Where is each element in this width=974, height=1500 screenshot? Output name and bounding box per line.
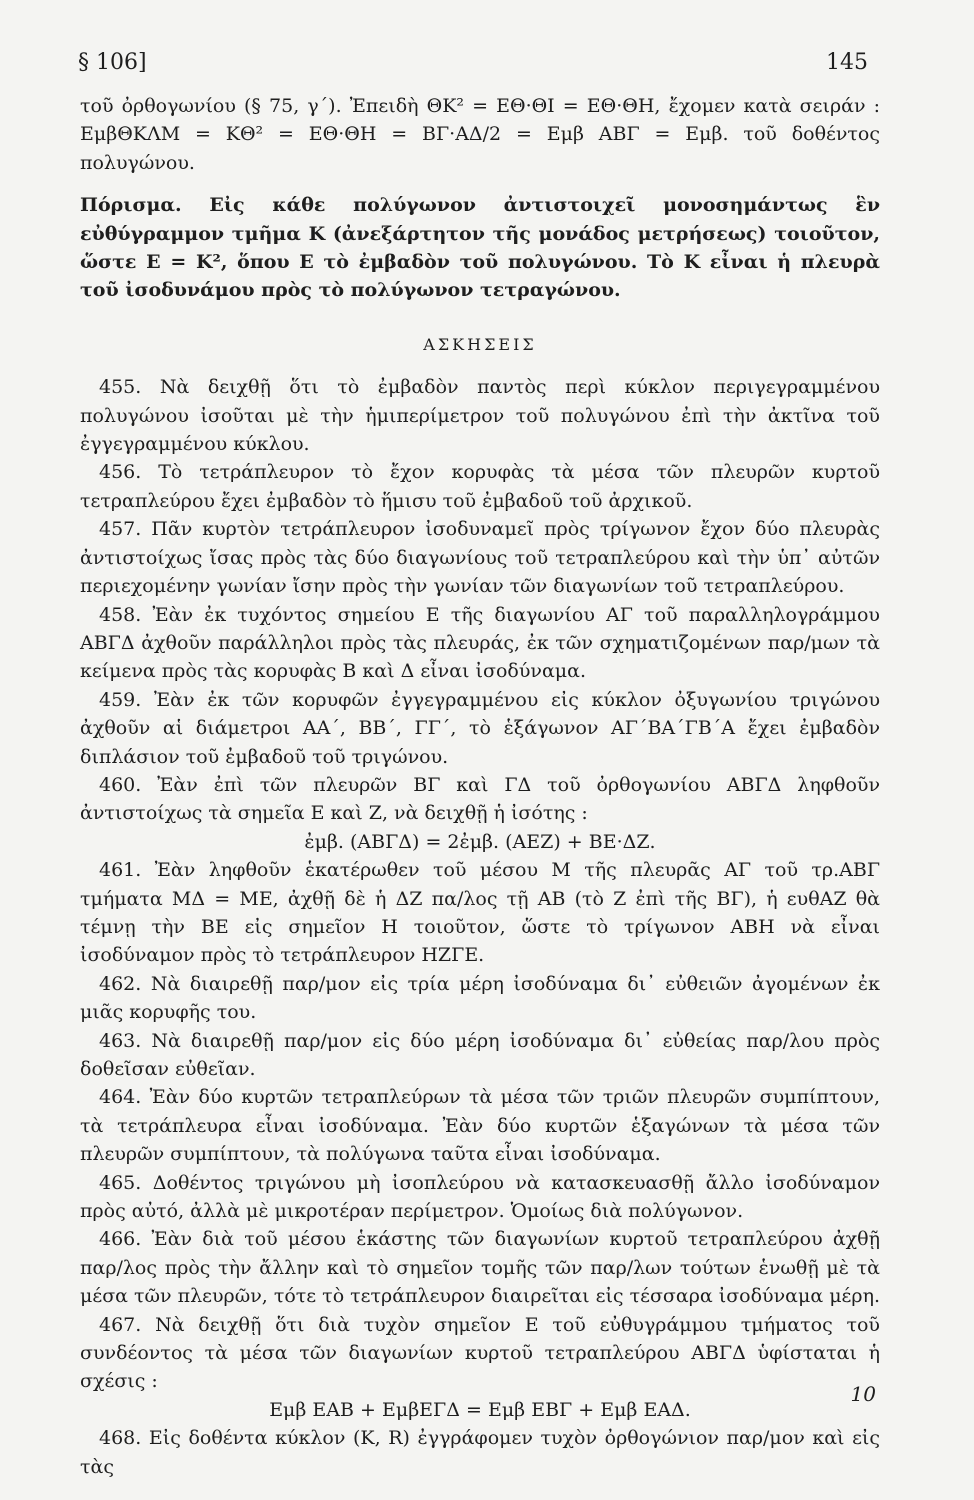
page-body bbox=[80, 92, 880, 1481]
exercise-text: Πᾶν κυρτὸν τετράπλευρον ἰσοδυναμεῖ πρὸς τρίγωνον ἔχον δύο πλευρὰς ἀντιστοίχως ἴσας πρὸς τὰς δύο διαγωνίους τοῦ τετραπλεύρου καὶ τὴν ὑπ᾽ αὐτῶν περιεχομένην γωνίαν ἴσην πρὸς τὴν γωνίαν τῶν διαγωνίων τοῦ τετραπλεύρου. bbox=[80, 518, 880, 598]
exercise-number: 455. bbox=[99, 376, 142, 399]
exercise-text: Ἐὰν ἐκ τῶν κορυφῶν ἐγγεγραμμένου εἰς κύκλον ὀξυγωνίου τριγώνου ἀχθοῦν αἱ διάμετροι ΑΑ΄, ΒΒ΄, ΓΓ΄, τὸ ἑξάγωνον ΑΓ΄ΒΑ΄ΓΒ΄Α ἔχει ἐμβαδὸν διπλάσιον τοῦ ἐμβαδοῦ τοῦ τριγώνου. bbox=[80, 688, 880, 768]
exercise-item bbox=[80, 1225, 880, 1310]
exercise-text: Εἰς δοθέντα κύκλον (Κ, R) ἐγγράφομεν τυχὸν ὀρθογώνιον παρ/μον καὶ εἰς τὰς bbox=[80, 1427, 881, 1478]
exercises-heading: ΑΣΚΗΣΕΙΣ bbox=[423, 334, 537, 354]
exercise-text: Νὰ δειχθῇ ὅτι διὰ τυχὸν σημεῖον Ε τοῦ εὐθυγράμμου τμήματος τοῦ συνδέοντος τὰ μέσα τῶν διαγωνίων κυρτοῦ τετραπλεύρου ΑΒΓΔ ὑφίσταται ἡ σχέσις : bbox=[80, 1313, 880, 1393]
exercise-text: Νὰ διαιρεθῇ παρ/μον εἰς τρία μέρη ἰσοδύναμα δι᾽ εὐθειῶν ἀγομένων ἐκ μιᾶς κορυφῆς του. bbox=[80, 972, 880, 1024]
exercise-text: Ἐὰν ληφθοῦν ἑκατέρωθεν τοῦ μέσου Μ τῆς πλευρᾶς ΑΓ τοῦ τρ.ΑΒΓ τμήματα ΜΔ = ΜΕ, ἀχθῇ δὲ ἡ ΔΖ πα/λος τῇ ΑΒ (τὸ Ζ ἐπὶ τῆς ΒΓ), ἡ ευθΑΖ θὰ τέμνῃ τὴν ΒΕ εἰς σημεῖον Η τοιοῦτον, ὥστε τὸ τρίγωνον ΑΒΗ νὰ εἶναι ἰσοδύναμον πρὸς τὸ τετράπλευρον ΗΖΓΕ. bbox=[80, 859, 880, 967]
exercise-number: 465. bbox=[99, 1171, 142, 1194]
exercise-item bbox=[80, 601, 880, 686]
exercise-number: 457. bbox=[99, 518, 142, 541]
exercise-text: Ἐὰν δύο κυρτῶν τετραπλεύρων τὰ μέσα τῶν τριῶν πλευρῶν συμπίπτουν, τὰ τετράπλευρα εἶναι ἰσοδύναμα. Ἐὰν δύο κυρτῶν ἑξαγώνων τὰ μέσα τῶν πλευρῶν συμπίπτουν, τὰ πολύγωνα ταῦτα εἶναι ἰσοδύναμα. bbox=[80, 1086, 880, 1166]
exercise-number: 463. bbox=[99, 1029, 142, 1052]
formula-line: ἐμβ. (ΑΒΓΔ) = 2ἐμβ. (ΑΕΖ) + ΒΕ·ΔΖ. bbox=[304, 830, 656, 853]
exercise-text: Ἐὰν ἐπὶ τῶν πλευρῶν ΒΓ καὶ ΓΔ τοῦ ὀρθογωνίου ΑΒΓΔ ληφθοῦν ἀντιστοίχως τὰ σημεῖα Ε καὶ Ζ, νὰ δειχθῇ ἡ ἰσότης : bbox=[80, 773, 880, 825]
exercise-number: 459. bbox=[99, 688, 142, 711]
exercise-text: Νὰ δειχθῇ ὅτι τὸ ἐμβαδὸν παντὸς περὶ κύκλον περιγεγραμμένου πολυγώνου ἰσοῦται μὲ τὴν ἡμιπερίμετρον τοῦ πολυγώνου ἐπὶ τὴν ἀκτῖνα τοῦ ἐγγεγραμμένου κύκλου. bbox=[80, 376, 880, 456]
exercise-number: 461. bbox=[99, 859, 142, 882]
exercise-number: 456. bbox=[99, 461, 142, 484]
exercise-item bbox=[80, 856, 880, 970]
exercise-item bbox=[80, 686, 880, 771]
exercise-text: Ἐὰν διὰ τοῦ μέσου ἑκάστης τῶν διαγωνίων κυρτοῦ τετραπλεύρου ἀχθῇ παρ/λος πρὸς τὴν ἄλλην καὶ τὸ σημεῖον τομῆς τῶν παρ/λων τούτων ἑνωθῇ μὲ τὰ μέσα τῶν πλευρῶν, τότε τὸ τετράπλευρον διαιρεῖται εἰς τέσσαρα ἰσοδύναμα μέρη. bbox=[80, 1228, 880, 1308]
exercise-item bbox=[80, 771, 880, 828]
exercise-text: Ἐὰν ἐκ τυχόντος σημείου Ε τῆς διαγωνίου ΑΓ τοῦ παραλληλογράμμου ΑΒΓΔ ἀχθοῦν παράλληλοι πρὸς τὰς πλευράς, ἐκ τῶν σχηματιζομένων παρ/μων τὰ κείμενα πρὸς τὰς κορυφὰς Β καὶ Δ εἶναι ἰσοδύναμα. bbox=[80, 603, 880, 683]
exercise-text: Τὸ τετράπλευρον τὸ ἔχον κορυφὰς τὰ μέσα τῶν πλευρῶν κυρτοῦ τετραπλεύρου ἔχει ἐμβαδὸν τὸ ἥμισυ τοῦ ἐμβαδοῦ τοῦ ἀρχικοῦ. bbox=[80, 461, 880, 512]
exercise-number: 467. bbox=[99, 1313, 142, 1336]
corollary-paragraph: Πόρισμα. Εἰς κάθε πολύγωνον ἀντιστοιχεῖ μονοσημάντως ἓν εὐθύγραμμον τμῆμα Κ (ἀνεξάρτητον τῆς μονάδος μετρήσεως) τοιοῦτον, ὥστε Ε = Κ², ὅπου Ε τὸ ἐμβαδὸν τοῦ πολυγώνου. Τὸ Κ εἶναι ἡ πλευρὰ τοῦ ἰσοδυνάμου πρὸς τὸ πολύγωνον τετραγώνου. bbox=[80, 194, 880, 302]
page-number: 145 bbox=[826, 50, 868, 75]
exercise-item bbox=[80, 1027, 880, 1084]
exercise-item bbox=[80, 970, 880, 1027]
exercise-item bbox=[80, 1169, 880, 1226]
exercise-item bbox=[80, 458, 880, 515]
exercise-number: 458. bbox=[99, 603, 142, 626]
exercise-number: 464. bbox=[99, 1086, 142, 1109]
exercise-item bbox=[80, 1424, 880, 1481]
exercise-item bbox=[80, 515, 880, 600]
exercise-item bbox=[80, 1311, 880, 1396]
formula-line: Εμβ ΕΑΒ + ΕμβΕΓΔ = Εμβ ΕΒΓ + Εμβ ΕΑΔ. bbox=[269, 1398, 691, 1421]
exercise-item bbox=[80, 373, 880, 458]
exercise-text: Δοθέντος τριγώνου μὴ ἰσοπλεύρου νὰ κατασκευασθῇ ἄλλο ἰσοδύναμον πρὸς αὐτό, ἀλλὰ μὲ μικροτέραν περίμετρον. Ὁμοίως διὰ πολύγωνον. bbox=[80, 1171, 880, 1223]
exercise-number: 466. bbox=[99, 1228, 142, 1251]
exercise-number: 460. bbox=[99, 773, 142, 796]
section-reference: § 106] bbox=[78, 50, 147, 75]
intro-paragraph: τοῦ ὀρθογωνίου (§ 75, γ΄). Ἐπειδὴ ΘΚ² = ΕΘ·ΘΙ = ΕΘ·ΘΗ, ἔχομεν κατὰ σειράν : ΕμβΘΚΛΜ = ΚΘ² = ΕΘ·ΘΗ = ΒΓ·ΑΔ/2 = Εμβ ΑΒΓ = Εμβ. τοῦ δοθέντος πολυγώνου. bbox=[80, 95, 880, 174]
signature-mark: 10 bbox=[850, 1382, 876, 1406]
exercise-item bbox=[80, 1083, 880, 1168]
exercise-number: 462. bbox=[99, 972, 142, 995]
page-header bbox=[78, 50, 868, 76]
exercise-text: Νὰ διαιρεθῇ παρ/μον εἰς δύο μέρη ἰσοδύναμα δι᾽ εὐθείας παρ/λου πρὸς δοθεῖσαν εὐθεῖαν. bbox=[80, 1029, 880, 1080]
exercise-number: 468. bbox=[99, 1427, 142, 1450]
